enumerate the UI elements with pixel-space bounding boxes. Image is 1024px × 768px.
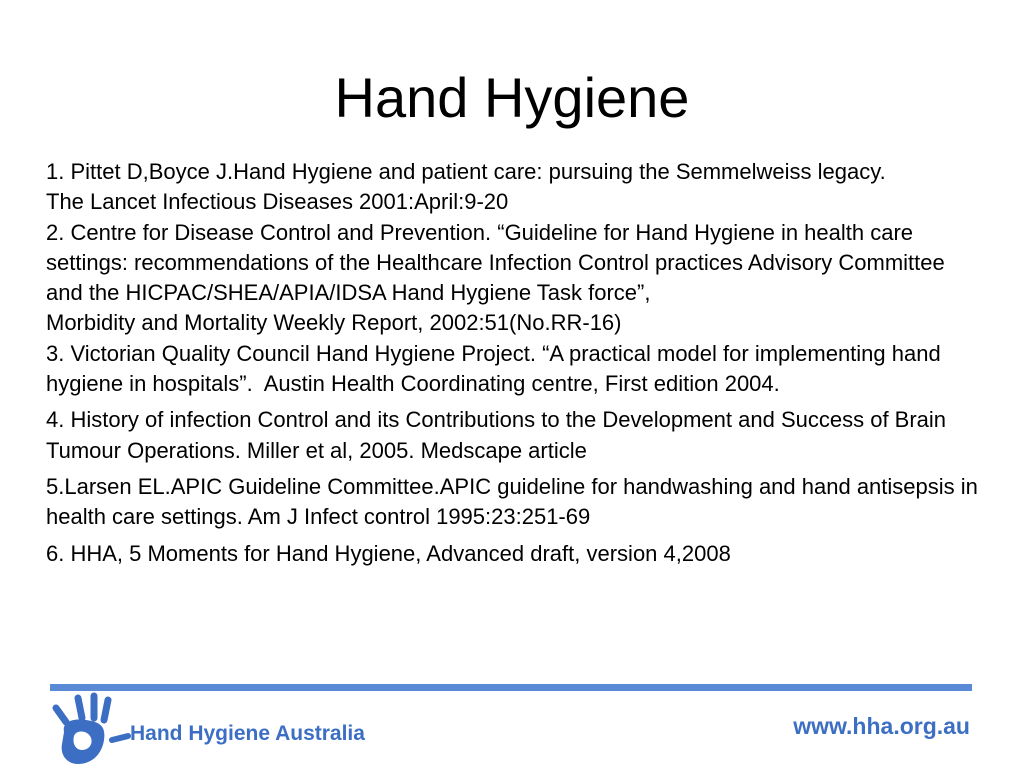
reference-item: 5.Larsen EL.APIC Guideline Committee.APIC guideline for handwashing and hand antisepsis in health care settings. Am J Infect control 1995:23:251-69	[46, 473, 985, 530]
reference-item: 2. Centre for Disease Control and Prevention. “Guideline for Hand Hygiene in health care settings: recommendations of the Healthcare Infection Control practices Advisory Committee and the HICPAC/SHEA/APIA/IDSA Hand Hygiene Task force”,	[46, 219, 951, 306]
reference-item: 4. History of infection Control and its Contributions to the Development and Success of Brain Tumour Operations. Miller et al, 2005. Medscape article	[46, 407, 952, 463]
reference-item: 6. HHA, 5 Moments for Hand Hygiene, Advanced draft, version 4,2008	[46, 540, 731, 566]
reference-list	[46, 157, 986, 569]
reference-item: The Lancet Infectious Diseases 2001:April:9-20	[46, 189, 509, 215]
slide-title: Hand Hygiene	[334, 66, 690, 129]
reference-item: Morbidity and Mortality Weekly Report, 2002:51(No.RR-16)	[46, 310, 622, 336]
hand-icon	[52, 692, 142, 766]
logo-text: Hand Hygiene Australia	[130, 722, 365, 745]
reference-item: 3. Victorian Quality Council Hand Hygiene Project. “A practical model for implementing hand hygiene in hospitals”. Austin Health Coordinating centre, First edition 2004.	[46, 340, 947, 397]
reference-item: 1. Pittet D,Boyce J.Hand Hygiene and patient care: pursuing the Semmelweiss legacy.	[46, 159, 886, 184]
footer-divider	[50, 684, 972, 691]
website-link[interactable]: www.hha.org.au	[793, 713, 970, 739]
